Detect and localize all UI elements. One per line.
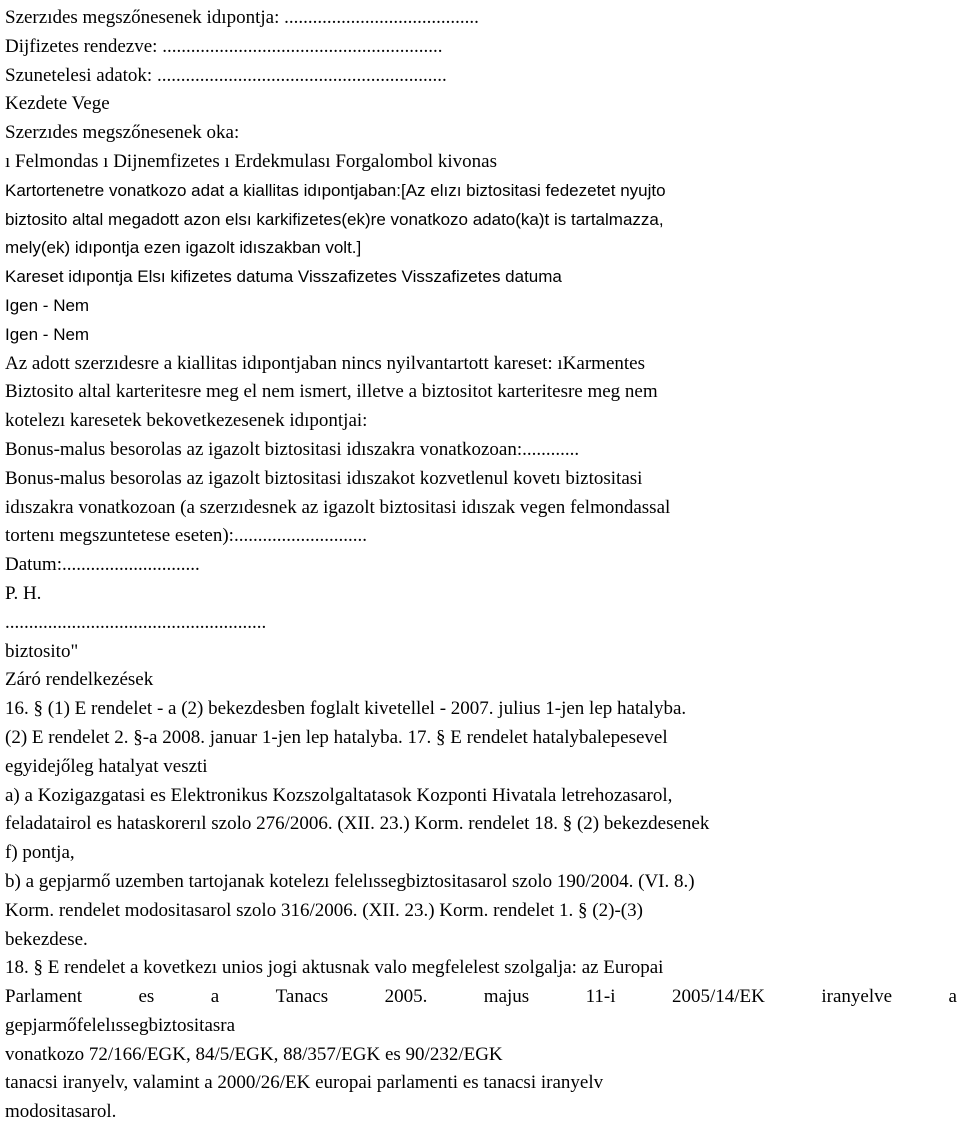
repeal-line: egyidejőleg hatalyat veszti: [5, 755, 208, 777]
document-page: [5, 4, 957, 1127]
yes-no-line-2: Igen - Nem: [5, 324, 90, 344]
justified-word: es: [138, 986, 155, 1008]
claim-table-header: Kareset idıpontja Elsı kifizetes datuma Visszafizetes Visszafizetes datuma: [5, 267, 562, 287]
claim-history-line-3: mely(ek) idıpontja ezen igazolt idıszakban volt.]: [5, 238, 362, 258]
directive-line-2: gepjarmőfelelıssegbiztositasra: [5, 1014, 236, 1036]
section-16-line: 16. § (1) E rendelet - a (2) bekezdesben foglalt kivetellel - 2007. julius 1-jen lep hatalyba.: [5, 698, 687, 720]
directive-line-3: vonatkozo 72/166/EGK, 84/5/EGK, 88/357/EGK es 90/232/EGK: [5, 1043, 503, 1065]
justified-word: majus: [483, 986, 530, 1008]
justified-word: a: [948, 986, 957, 1008]
repeal-a-line-3: f) pontja,: [5, 842, 75, 864]
start-end-line: Kezdete Vege: [5, 93, 110, 115]
claim-history-line-2: biztosito altal megadott azon elsı karkifizetes(ek)re vonatkozo adato(ka)t is tartalmazza,: [5, 209, 664, 229]
signature-dots-line: .......................................................: [5, 611, 267, 633]
repeal-a-line-2: feladatairol es hataskorerıl szolo 276/2006. (XII. 23.) Korm. rendelet 18. § (2) bekezdesenek: [5, 813, 710, 835]
justified-word: 2005/14/EK: [672, 986, 765, 1008]
stamp-line: P. H.: [5, 582, 42, 604]
no-claim-line: Az adott szerzıdesre a kiallitas idıpontjaban nincs nyilvantartott kareset: ıKarmentes: [5, 352, 645, 374]
unrecognized-claims-line-2: kotelezı karesetek bekovetkezesenek idıpontjai:: [5, 410, 368, 432]
closing-provisions-heading: Záró rendelkezések: [5, 669, 154, 691]
justified-word: 2005.: [384, 986, 428, 1008]
repeal-b-line-2: Korm. rendelet modositasarol szolo 316/2006. (XII. 23.) Korm. rendelet 1. § (2)-(3): [5, 899, 643, 921]
directive-justified-line: [5, 983, 957, 1012]
justified-word: Parlament: [5, 986, 83, 1008]
section-18-line: 18. § E rendelet a kovetkezı unios jogi aktusnak valo megfelelest szolgalja: az Europai: [5, 957, 664, 979]
unrecognized-claims-line-1: Biztosito altal karteritesre meg el nem ismert, illetve a biztositot karteritesre meg nem: [5, 381, 658, 403]
insurer-line: biztosito": [5, 640, 79, 662]
repeal-b-line-1: b) a gepjarmő uzemben tartojanak kotelezı felelıssegbiztositasarol szolo 190/2004. (VI. 8.): [5, 870, 695, 892]
justified-word: a: [210, 986, 220, 1008]
directive-line-4: tanacsi iranyelv, valamint a 2000/26/EK europai parlamenti es tanacsi iranyelv: [5, 1072, 604, 1094]
repeal-b-line-3: bekezdese.: [5, 928, 88, 950]
suspension-data-line: Szunetelesi adatok: .............................................................: [5, 64, 447, 86]
bonus-malus-line-2: Bonus-malus besorolas az igazolt biztositasi idıszakot kozvetlenul kovetı biztositasi: [5, 467, 643, 489]
termination-date-line: Szerzıdes megszőnesenek idıpontja: .........................................: [5, 7, 479, 28]
section-17-line: (2) E rendelet 2. §-a 2008. januar 1-jen lep hatalyba. 17. § E rendelet hatalybalepesevel: [5, 726, 668, 748]
date-line: Datum:.............................: [5, 554, 200, 576]
termination-options-line: ı Felmondas ı Dijnemfizetes ı Erdekmulası Forgalombol kivonas: [5, 150, 497, 172]
termination-reason-line: Szerzıdes megszőnesenek oka:: [5, 122, 240, 144]
repeal-a-line-1: a) a Kozigazgatasi es Elektronikus Kozszolgaltatasok Kozponti Hivatala letrehozasarol,: [5, 784, 673, 806]
claim-history-line-1: Kartortenetre vonatkozo adat a kiallitas idıpontjaban:[Az elızı biztositasi fedezetet nyujto: [5, 180, 666, 200]
fee-settled-line: Dijfizetes rendezve: ...........................................................: [5, 35, 443, 57]
justified-word: 11-i: [585, 986, 616, 1008]
bonus-malus-line-3: idıszakra vonatkozoan (a szerzıdesnek az igazolt biztositasi idıszak vegen felmondassal: [5, 496, 671, 518]
bonus-malus-line-4: tortenı megszuntetese eseten):............................: [5, 525, 367, 547]
justified-word: Tanacs: [275, 986, 329, 1008]
directive-line-5: modositasarol.: [5, 1101, 117, 1123]
justified-word: iranyelve: [821, 986, 893, 1008]
bonus-malus-line-1: Bonus-malus besorolas az igazolt biztositasi idıszakra vonatkozoan:............: [5, 438, 580, 460]
yes-no-line-1: Igen - Nem: [5, 295, 90, 315]
